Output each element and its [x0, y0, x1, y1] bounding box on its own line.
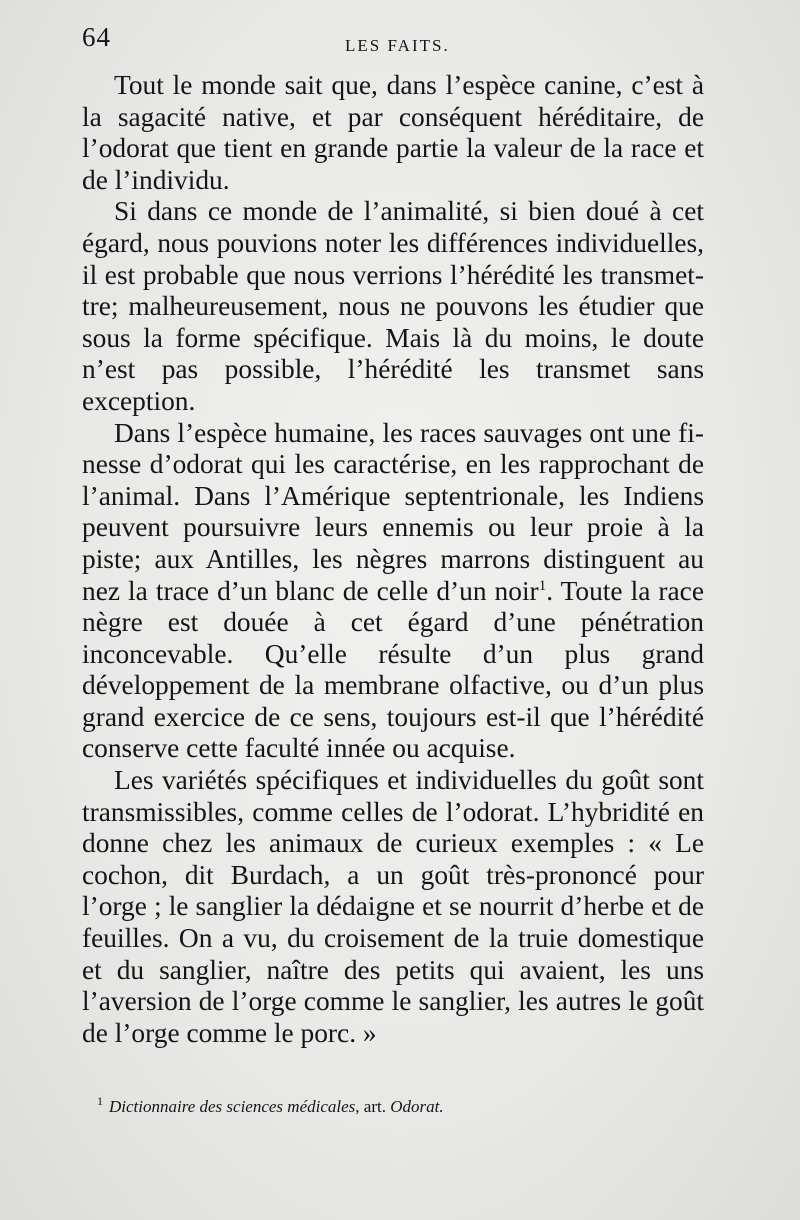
paragraph: Tout le monde sait que, dans l’espèce canine, c’est à la sagacité native, et par conséquent héréditaire, de l’odorat que tient en grande partie la valeur de la race et de l’individu.	[82, 70, 704, 195]
page-number: 64	[82, 22, 111, 52]
running-head: LES FAITS.	[345, 36, 450, 55]
page-header	[82, 22, 722, 62]
body-text	[82, 70, 704, 1049]
footnote-article: Odorat.	[390, 1097, 444, 1116]
paragraph-text-after-footnote: . Toute la race nègre est douée à cet égard d’une pénétration inconcevable. Qu’elle résulte d’un plus grand développement de la membrane olfactive, ou d’un plus grand exercice de ce sens, toujours est-il que l’hérédité conserve cette faculté innée ou acquise.	[82, 575, 704, 764]
footnote-text: , art.	[355, 1097, 391, 1116]
paragraph-text-before-footnote: Dans l’espèce humaine, les races sauvages ont une finesse d’odorat qui les caractérise, en les rapprochant de l’animal. Dans l’Amérique septentrionale, les Indiens peuvent poursuivre leurs ennemis ou leur proie à la piste; aux Antilles, les nègres marrons distinguent au nez la trace d’un blanc de celle d’un noir	[82, 417, 704, 606]
paragraph: Si dans ce monde de l’animalité, si bien doué à cet égard, nous pouvions noter les différences individuelles, il est probable que nous verrions l’hérédité les transmettre; malheureusement, nous ne pouvons les étudier que sous la forme spécifique. Mais là du moins, le doute n’est pas possible, l’hérédité les transmet sans exception.	[82, 196, 704, 416]
footnote-marker: 1	[538, 577, 547, 594]
footnote-number: 1	[97, 1094, 103, 1109]
footnote	[97, 1096, 697, 1118]
footnote-title: Dictionnaire des sciences médicales	[109, 1097, 356, 1116]
paragraph	[82, 418, 704, 766]
paragraph: Les variétés spécifiques et individuelles du goût sont transmissibles, comme celles de l’odorat. L’hybridité en donne chez les animaux de curieux exemples : « Le cochon, dit Burdach, a un goût très-prononcé pour l’orge ; le sanglier la dédaigne et se nourrit d’herbe et de feuilles. On a vu, du croisement de la truie domestique et du sanglier, naître des petits qui avaient, les uns l’aversion de l’orge comme le sanglier, les autres le goût de l’orge comme le porc. »	[82, 765, 704, 1048]
